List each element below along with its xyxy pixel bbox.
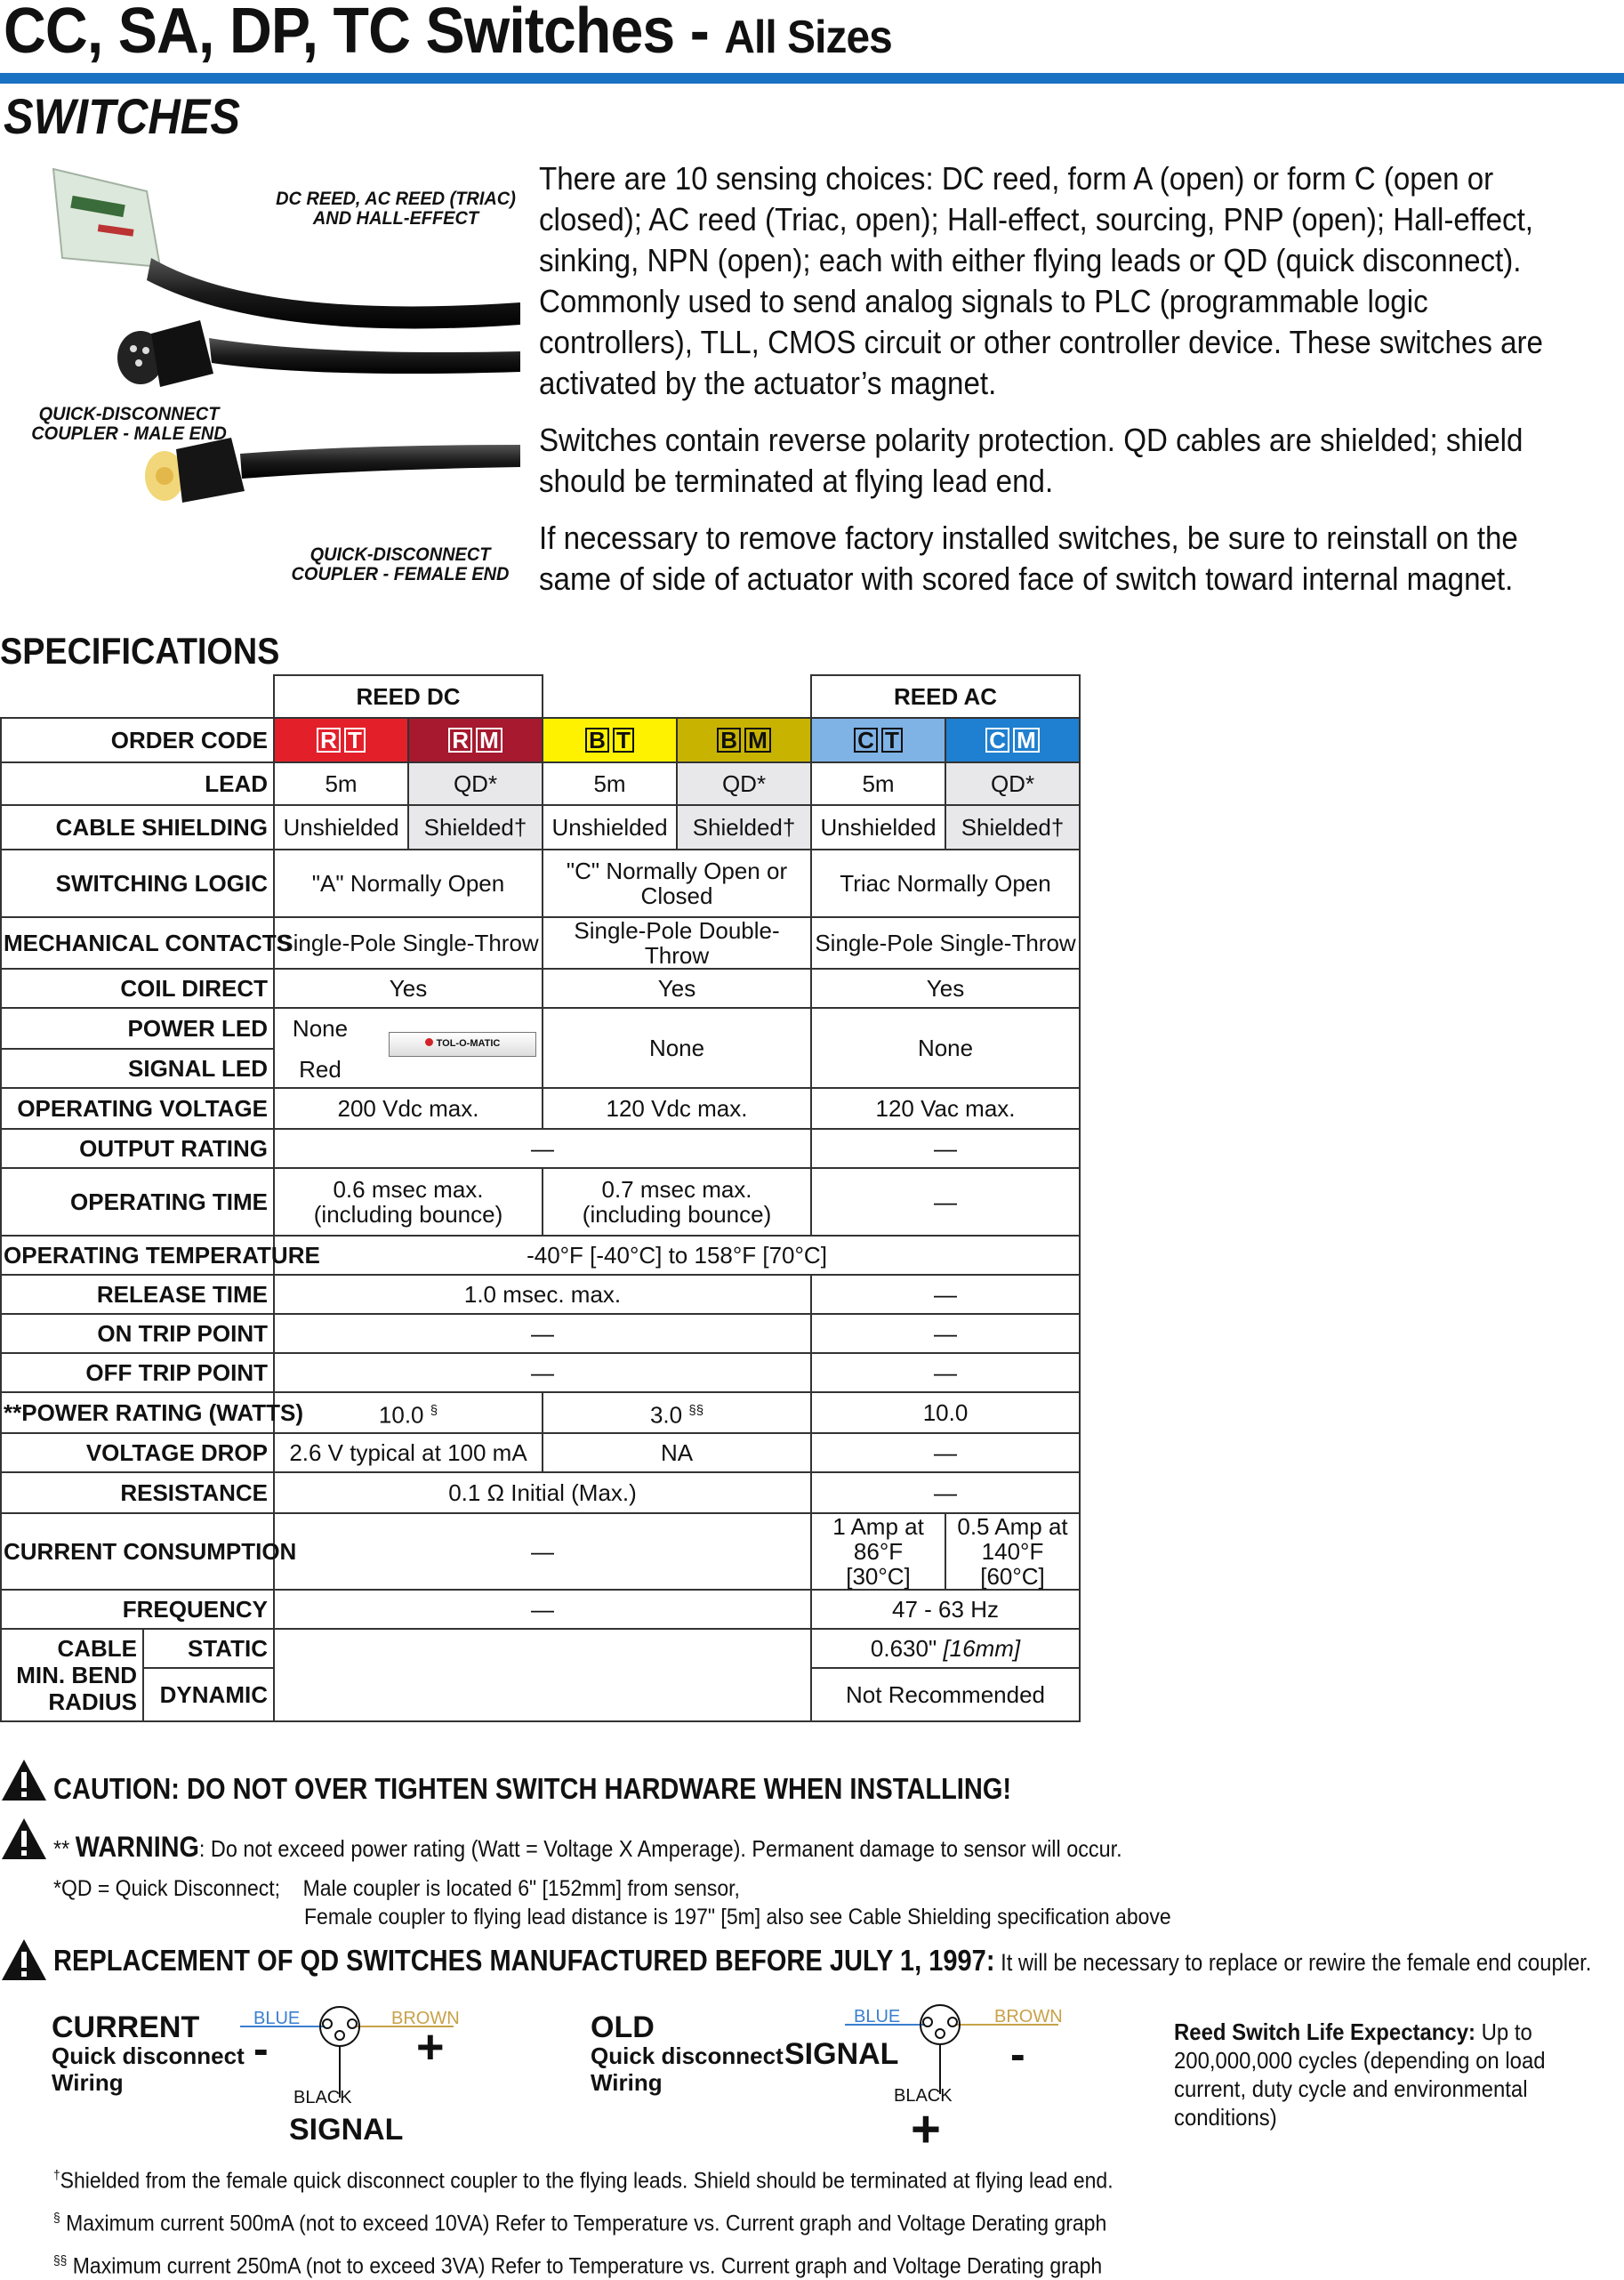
cell: — [274,1129,811,1168]
old-signal-label: SIGNAL [784,2037,899,2071]
cell: 10.0 [811,1392,1080,1433]
specifications-title: SPECIFICATIONS [0,630,280,672]
cell: None [811,1008,1080,1088]
cell: 0.6 msec max. (including bounce) [274,1168,543,1236]
cell: — [274,1353,811,1392]
cell: 1 Amp at 86°F [30°C] [811,1513,945,1590]
qd-note-2: Female coupler to flying lead distance is 197" [5m] also see Cable Shielding specification above [304,1905,1171,1930]
old-wiring-label [591,2012,784,2096]
cell: 0.5 Amp at 140°F [60°C] [945,1513,1080,1590]
warning-line: ** WARNING: Do not exceed power rating (Watt = Voltage X Amperage). Permanent damage to sensor will occur. [53,1831,1122,1863]
cell: 1.0 msec. max. [274,1275,811,1314]
cell: 5m [274,762,408,805]
group-reed-dc: REED DC [274,675,543,718]
cell: 120 Vac max. [811,1088,1080,1129]
label-voltage-drop: VOLTAGE DROP [1,1433,274,1472]
row-power-rating [1,1392,1080,1433]
cell: QD* [677,762,811,805]
label-lead: LEAD [1,762,274,805]
old-brown-label: BROWN [994,2007,1063,2026]
led-switch-illustration [389,1032,536,1057]
code-bt: B T [543,718,677,762]
life-expectancy: Reed Switch Life Expectancy: Up to 200,000,000 cycles (depending on load current, duty cycle and environmental conditions) [1174,2018,1546,2131]
label-mechanical-contacts: MECHANICAL CONTACTS [1,917,274,969]
cell: 5m [543,762,677,805]
label-release-time: RELEASE TIME [1,1275,274,1314]
row-release-time [1,1275,1080,1314]
cell: 10.0 § [274,1392,543,1433]
cell: Single-Pole Double-Throw [543,917,811,969]
cell: NA [543,1433,811,1472]
intro-paragraph-3: If necessary to remove factory installed switches, be sure to reinstall on the same of side of actuator with scored face of switch toward internal magnet. [539,520,1518,597]
footnote-double-section: §§ Maximum current 250mA (not to exceed 3VA) Refer to Temperature vs. Current graph and Voltage Derating graph [53,2253,1103,2279]
current-wiring-label [52,2012,245,2096]
cell: "C" Normally Open or Closed [543,850,811,917]
current-title: CURRENT [52,2010,200,2044]
row-dynamic [1,1668,1080,1721]
row-order-code [1,718,1080,762]
caution-text: CAUTION: DO NOT OVER TIGHTEN SWITCH HARDWARE WHEN INSTALLING! [53,1772,1012,1805]
intro-paragraph-1: There are 10 sensing choices: DC reed, form A (open) or form C (open or closed); AC reed (Triac, open); Hall-effect, sourcing, PNP (open); Hall-effect, sinking, NPN (open); each with either flying leads or QD (quick disconnect). Commonly used to send analog signals to PLC (programmable logic controllers), TLL, CMOS circuit or other controller device. These switches are activated by the actuator’s magnet. [539,160,1543,401]
footnote-section: § Maximum current 500mA (not to exceed 10VA) Refer to Temperature vs. Current graph and Voltage Derating graph [53,2211,1107,2236]
old-title: OLD [591,2010,655,2044]
cell: 0.7 msec max. (including bounce) [543,1168,811,1236]
label-resistance: RESISTANCE [1,1472,274,1513]
cell: 0.1 Ω Initial (Max.) [274,1472,811,1513]
label-cable-min-bend-radius: CABLE MIN. BEND RADIUS [1,1629,143,1721]
current-black-label: BLACK [293,2088,352,2107]
label-operating-temperature: OPERATING TEMPERATURE [1,1236,274,1275]
footnote-shielded: †Shielded from the female quick disconnect coupler to the flying leads. Shield should be terminated at flying lead end. [53,2168,1113,2194]
label-operating-voltage: OPERATING VOLTAGE [1,1088,274,1129]
cell: — [811,1472,1080,1513]
caution-triangle-icon [0,1758,48,1802]
label-signal-led: SIGNAL LED [1,1049,274,1088]
old-plus: + [911,2100,941,2158]
code-bm: B M [677,718,811,762]
current-sub1: Quick disconnect [52,2042,245,2069]
row-static [1,1629,1080,1668]
cell: — [274,1590,811,1629]
cell: — [274,1314,811,1353]
code-cm: C M [945,718,1080,762]
cell: Yes [811,969,1080,1008]
cell: 47 - 63 Hz [811,1590,1080,1629]
row-voltage-drop [1,1433,1080,1472]
cell: — [811,1129,1080,1168]
row-mechanical-contacts [1,917,1080,969]
cell [274,1668,811,1721]
cell: — [811,1168,1080,1236]
label-off-trip-point: OFF TRIP POINT [1,1353,274,1392]
label-on-trip-point: ON TRIP POINT [1,1314,274,1353]
replacement-note: REPLACEMENT OF QD SWITCHES MANUFACTURED BEFORE JULY 1, 1997: It will be necessary to replace or rewire the female end coupler. [53,1944,1592,1977]
label-frequency: FREQUENCY [1,1590,274,1629]
led-logo-text: TOL-O-MATIC [436,1038,501,1049]
intro-paragraph-2: Switches contain reverse polarity protection. QD cables are shielded; shield should be terminated at flying lead end. [539,422,1524,499]
caption-male-coupler: QUICK-DISCONNECT COUPLER - MALE END [31,404,227,444]
cell: Shielded† [677,805,811,850]
label-switching-logic: SWITCHING LOGIC [1,850,274,917]
cell: QD* [945,762,1080,805]
old-sub2: Wiring [591,2069,663,2096]
cell: 3.0 §§ [543,1392,811,1433]
cell: QD* [408,762,543,805]
old-blue-label: BLUE [854,2007,901,2026]
power-led-value: None [292,1015,349,1042]
current-signal-label: SIGNAL [289,2113,404,2147]
row-power-led [1,1008,1080,1049]
caption-female-coupler: QUICK-DISCONNECT COUPLER - FEMALE END [291,544,510,584]
label-static: STATIC [143,1629,274,1668]
led-cell [274,1008,543,1088]
row-output-rating [1,1129,1080,1168]
current-blue-label: BLUE [253,2009,301,2028]
current-plus: + [416,2020,445,2074]
qd-note-1: *QD = Quick Disconnect; Male coupler is located 6" [152mm] from sensor, [53,1876,740,1901]
row-cable-shielding [1,805,1080,850]
warning-triangle-icon [0,1817,48,1861]
cell: — [274,1513,811,1590]
row-coil-direct [1,969,1080,1008]
cell: Unshielded [274,805,408,850]
cell: Shielded† [408,805,543,850]
old-minus: - [1010,2029,1025,2079]
cell [274,1629,811,1668]
cell: Not Recommended [811,1668,1080,1721]
cell: 0.630" [16mm] [811,1629,1080,1668]
cell: 5m [811,762,945,805]
row-on-trip-point [1,1314,1080,1353]
replacement-triangle-icon [0,1938,48,1982]
cell: — [811,1275,1080,1314]
row-operating-time [1,1168,1080,1236]
page-title [4,0,892,68]
label-power-rating: **POWER RATING (WATTS) [1,1392,274,1433]
label-coil-direct: COIL DIRECT [1,969,274,1008]
row-off-trip-point [1,1353,1080,1392]
old-black-label: BLACK [894,2086,953,2106]
cell: — [811,1433,1080,1472]
cell: -40°F [-40°C] to 158°F [70°C] [274,1236,1080,1275]
row-switching-logic [1,850,1080,917]
cell: Single-Pole Single-Throw [274,917,543,969]
cell: 120 Vdc max. [543,1088,811,1129]
title-subtitle: All Sizes [724,12,892,63]
cell: 200 Vdc max. [274,1088,543,1129]
title-text: CC, SA, DP, TC Switches - [4,0,725,67]
code-rm: R M [408,718,543,762]
specifications-table [0,674,1081,1722]
cell: Unshielded [543,805,677,850]
label-cable-shielding: CABLE SHIELDING [1,805,274,850]
code-rt: R T [274,718,408,762]
cell: — [811,1314,1080,1353]
label-dynamic: DYNAMIC [143,1668,274,1721]
row-operating-voltage [1,1088,1080,1129]
row-frequency [1,1590,1080,1629]
current-sub2: Wiring [52,2069,124,2096]
row-current-consumption [1,1513,1080,1590]
cell: "A" Normally Open [274,850,543,917]
cell: None [543,1008,811,1088]
red-led-icon [425,1038,433,1046]
code-ct: C T [811,718,945,762]
cell: Yes [274,969,543,1008]
label-output-rating: OUTPUT RATING [1,1129,274,1168]
current-minus: - [253,2024,269,2074]
cell: Triac Normally Open [811,850,1080,917]
label-current-consumption: CURRENT CONSUMPTION [1,1513,274,1590]
cell: Single-Pole Single-Throw [811,917,1080,969]
row-operating-temperature [1,1236,1080,1275]
cell: 2.6 V typical at 100 mA [274,1433,543,1472]
caption-sensor: DC REED, AC REED (TRIAC) AND HALL-EFFECT [276,189,516,229]
label-order-code: ORDER CODE [1,718,274,762]
intro-text [539,158,1562,616]
cell: Unshielded [811,805,945,850]
cell: Yes [543,969,811,1008]
group-reed-ac: REED AC [811,675,1080,718]
current-brown-label: BROWN [391,2009,460,2028]
section-title: SWITCHES [4,88,241,144]
row-resistance [1,1472,1080,1513]
cell: Shielded† [945,805,1080,850]
row-lead [1,762,1080,805]
old-sub1: Quick disconnect [591,2042,784,2069]
header-rule [0,73,1624,84]
cell: — [811,1353,1080,1392]
label-operating-time: OPERATING TIME [1,1168,274,1236]
signal-led-value: Red [299,1056,342,1083]
label-power-led: POWER LED [1,1008,274,1049]
